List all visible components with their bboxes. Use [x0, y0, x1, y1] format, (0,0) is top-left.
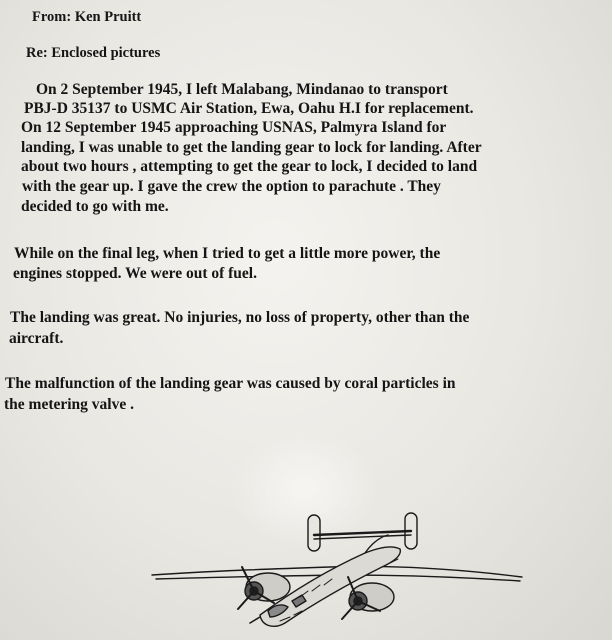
paragraph-line: with the gear up. I gave the crew the option to parachute . They — [22, 178, 441, 195]
paragraph-line: landing, I was unable to get the landing gear to lock for landing. After — [21, 139, 482, 156]
from-line: From: Ken Pruitt — [32, 9, 142, 25]
paragraph-line: decided to go with me. — [21, 198, 169, 215]
paragraph-line: The landing was great. No injuries, no loss of property, other than the — [10, 309, 470, 326]
paragraph-line: the metering valve . — [4, 396, 134, 413]
subject-line: Re: Enclosed pictures — [26, 45, 161, 61]
paragraph-line: On 2 September 1945, I left Malabang, Mindanao to transport — [36, 81, 448, 98]
paragraph-line: On 12 September 1945 approaching USNAS, Palmyra Island for — [21, 119, 447, 136]
paragraph-line: The malfunction of the landing gear was caused by coral particles in — [5, 375, 456, 392]
b25-bomber-sketch-icon — [150, 505, 530, 640]
paragraph-line: PBJ-D 35137 to USMC Air Station, Ewa, Oahu H.I for replacement. — [24, 100, 474, 117]
paragraph-line: aircraft. — [9, 330, 64, 347]
paragraph-line: engines stopped. We were out of fuel. — [13, 265, 257, 282]
paragraph-line: about two hours , attempting to get the gear to lock, I decided to land — [21, 158, 478, 175]
paragraph-line: While on the final leg, when I tried to get a little more power, the — [14, 245, 441, 262]
